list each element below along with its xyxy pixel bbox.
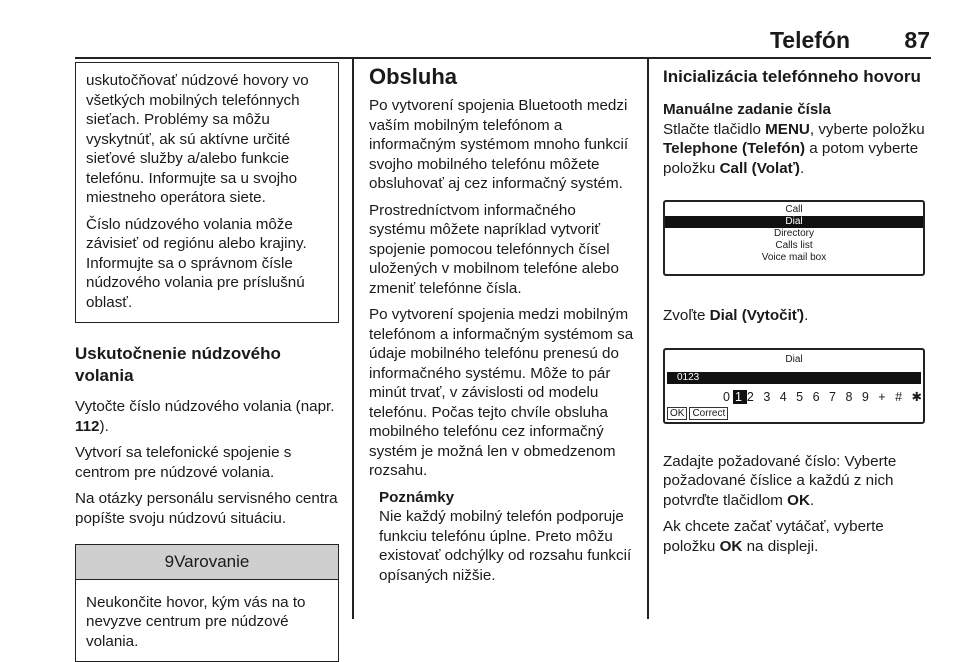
- operation-paragraph-2: Prostredníctvom informačného systému môžete napríklad vytvoriť spojenie pomocou telefónnych čísel uložených v mobilnom telefóne alebo zmeniť telefónne čísla.: [369, 201, 619, 297]
- warning-icon: 9: [164, 552, 175, 571]
- warning-text: Neukončite hovor, kým vás na to nevyzve centrum pre núdzové volania.: [86, 593, 306, 650]
- warning-box: [75, 544, 339, 662]
- info-paragraph-1: uskutočňovať núdzové hovory vo všetkých mobilných telefónnych sieťach. Problémy sa môžu vyskytnúť, ak sú aktívne určité sieťové služby a/alebo funkcie telefónu. Informujte sa u svojho miestneho operátora siete.: [86, 72, 309, 206]
- info-box: [75, 62, 339, 323]
- page-section-title: Telefón: [769, 27, 851, 53]
- emergency-paragraph-3: Na otázky personálu servisného centra popíšte svoju núdzovú situáciu.: [75, 490, 338, 527]
- column-3: [663, 62, 931, 563]
- warning-header: 9Varovanie: [76, 545, 338, 580]
- column-divider-2: [647, 59, 649, 619]
- note-title: Poznámky: [379, 488, 455, 506]
- dial-correct-button[interactable]: Correct: [689, 407, 728, 420]
- emergency-paragraph-2: Vytvorí sa telefonické spojenie s centrom pre núdzové volania.: [75, 444, 292, 481]
- call-menu-screenshot: [663, 200, 925, 276]
- call-menu-item-directory[interactable]: Directory: [773, 228, 814, 239]
- dial-digit-selector[interactable]: 0 1 2 3 4 5 6 7 8 9 + # ✱: [723, 389, 925, 404]
- operation-paragraph-3: Po vytvorení spojenia medzi mobilným telefónom a informačným systémom sa údaje mobilného telefónu prenesú do informačného systému. Môže to pár minút trvať, v závislosti od modelu telefónu. Počas tejto chvíle obsluha mobilného telefónu cez informačný systém je možná len v obmedzenom rozsahu.: [369, 306, 634, 479]
- call-menu-title: Call: [785, 204, 803, 215]
- call-init-heading: Inicializácia telefónneho hovoru: [663, 67, 921, 86]
- column-2: [369, 62, 635, 585]
- operation-heading: Obsluha: [369, 64, 458, 89]
- header-divider: [75, 57, 931, 59]
- dial-buttons: [667, 408, 730, 420]
- dial-title: Dial: [785, 353, 803, 365]
- manual-paragraph-1: Stlačte tlačidlo MENU, vyberte položku Telephone (Telefón) a potom vyberte položku Call (Volať).: [663, 120, 925, 177]
- column-divider-1: [352, 59, 354, 619]
- dial-current-digit[interactable]: 1: [734, 389, 745, 404]
- start-dial-paragraph: Ak chcete začať vytáčať, vyberte položku OK na displeji.: [663, 518, 884, 555]
- manual-entry-subheading: Manuálne zadanie čísla: [663, 101, 831, 118]
- dial-screenshot: [663, 348, 925, 424]
- info-paragraph-2: Číslo núdzového volania môže závisieť od regiónu alebo krajiny. Informujte sa o správnom čísle núdzového volania pre príslušnú oblasť.: [86, 215, 307, 311]
- operation-paragraph-1: Po vytvorení spojenia Bluetooth medzi vaším mobilným telefónom a informačným systémom mnoho funkcií svojho mobilného telefónu môžete obsluhovať aj cez informačný systém.: [369, 97, 629, 192]
- call-menu-item-calls-list[interactable]: Calls list: [775, 240, 813, 251]
- emergency-paragraph-1: Vytočte číslo núdzového volania (napr. 112).: [75, 398, 335, 435]
- emergency-call-heading: Uskutočnenie núdzového volania: [75, 344, 281, 385]
- call-menu-item-voice-mail[interactable]: Voice mail box: [761, 252, 827, 263]
- enter-number-paragraph: Zadajte požadované číslo: Vyberte požadované číslice a každú z nich potvrďte tlačidlom OK.: [663, 452, 897, 509]
- dial-ok-button[interactable]: OK: [667, 407, 687, 420]
- page-number: 87: [904, 27, 930, 53]
- dial-number-display: 0123: [667, 372, 921, 384]
- column-1: [75, 62, 339, 662]
- note-text: Nie každý mobilný telefón podporuje funkciu telefónu úplne. Preto môžu existovať odchýlky od rozsahu funkcií opísaných nižšie.: [379, 508, 632, 584]
- select-dial-paragraph: Zvoľte Dial (Vytočiť).: [663, 307, 809, 324]
- note-block: [379, 488, 635, 586]
- call-menu-item-dial[interactable]: Dial: [665, 216, 923, 228]
